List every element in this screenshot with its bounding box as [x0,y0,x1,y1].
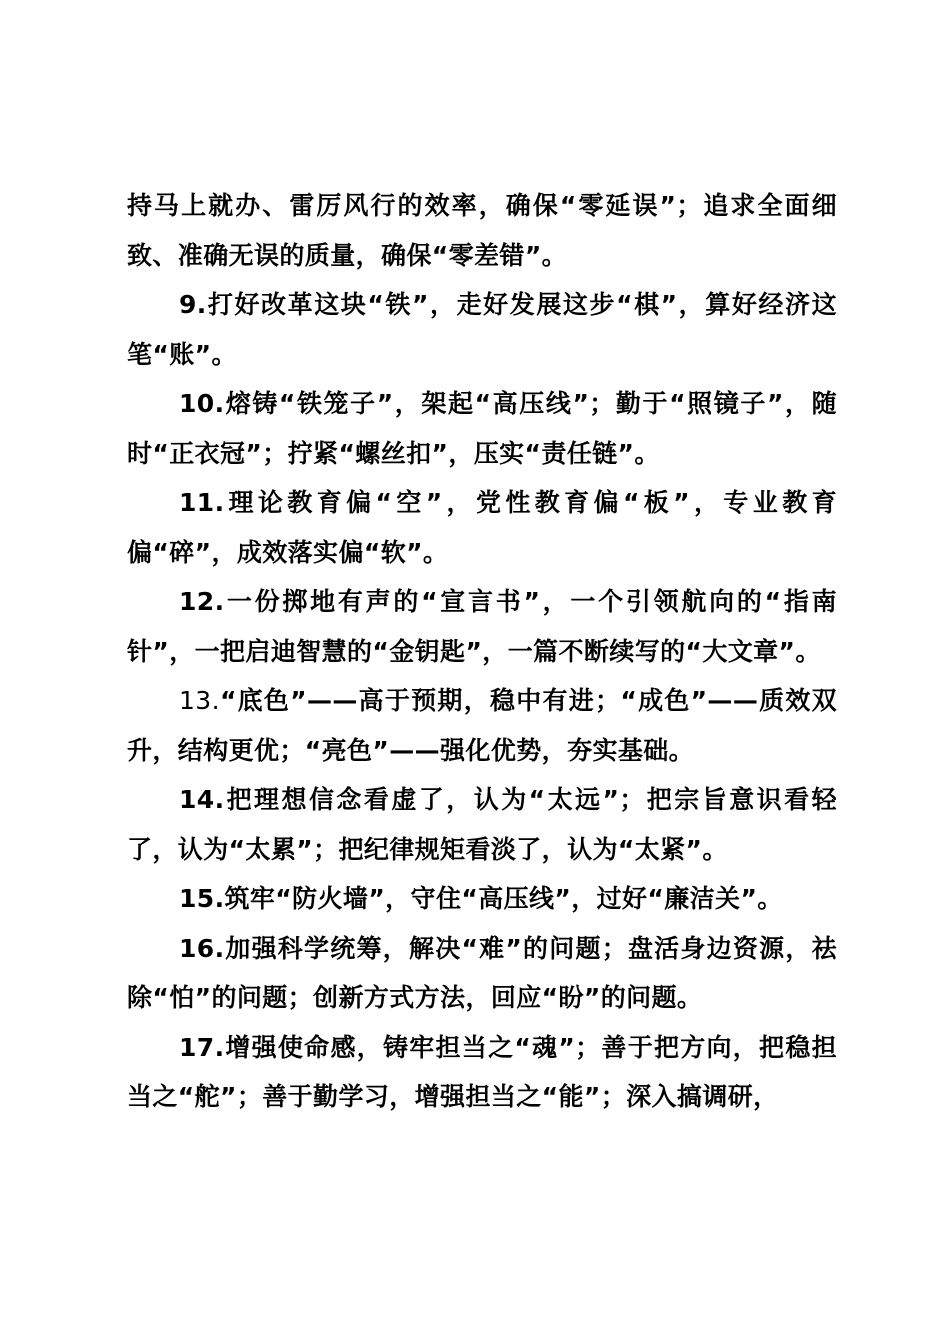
document-body [127,181,837,1122]
paragraph-text: 筑牢“防火墙”，守住“高压线”，过好“廉洁关”。 [224,884,783,913]
paragraph-number: 11. [179,488,225,517]
paragraph-16 [127,924,837,1023]
paragraph-text: 把理想信念看虚了，认为“太远”；把宗旨意识看轻了，认为“太累”；把纪律规矩看淡了，认为“太紧”。 [127,785,837,864]
paragraph-text: 熔铸“铁笼子”，架起“高压线”；勤于“照镜子”，随时“正衣冠”；拧紧“螺丝扣”，压实“责任链”。 [127,389,837,468]
paragraph-10 [127,379,837,478]
paragraph-number: 14. [179,785,225,814]
paragraph-text: 增强使命感，铸牢担当之“魂”；善于把方向，把稳担当之“舵”；善于勤学习，增强担当之“能”；深入搞调研， [127,1032,837,1111]
paragraph-text: 一份掷地有声的“宣言书”，一个引领航向的“指南针”，一把启迪智慧的“金钥匙”，一篇不断续写的“大文章”。 [127,587,837,666]
paragraph-text: 打好改革这块“铁”，走好发展这步“棋”，算好经济这笔“账”。 [127,290,837,369]
paragraph-number: 15. [179,884,225,913]
paragraph-number: 12. [179,587,225,616]
paragraph-number: 16. [179,933,225,963]
paragraph-number: 10. [179,389,225,418]
paragraph-text: 理论教育偏“空”，党性教育偏“板”，专业教育偏“碎”，成效落实偏“软”。 [127,488,837,567]
paragraph-14 [127,775,837,874]
paragraph-15 [127,874,837,924]
paragraph-number: 9. [179,290,207,319]
paragraph-number: 13. [179,686,220,715]
paragraph-13 [127,676,837,775]
paragraph-11 [127,478,837,577]
paragraph-12 [127,577,837,676]
paragraph-text: 持马上就办、雷厉风行的效率，确保“零延误”；追求全面细致、准确无误的质量，确保“零差错”。 [127,191,837,270]
paragraph-17 [127,1023,837,1122]
paragraph-9 [127,280,837,379]
paragraph-text: 加强科学统筹，解决“难”的问题；盘活身边资源，祛除“怕”的问题；创新方式方法，回应“盼”的问题。 [127,933,837,1012]
paragraph-text: “底色”——高于预期，稳中有进；“成色”——质效双升，结构更优；“亮色”——强化优势，夯实基础。 [127,686,837,765]
paragraph-number: 17. [179,1032,225,1062]
paragraph-continued [127,181,837,280]
